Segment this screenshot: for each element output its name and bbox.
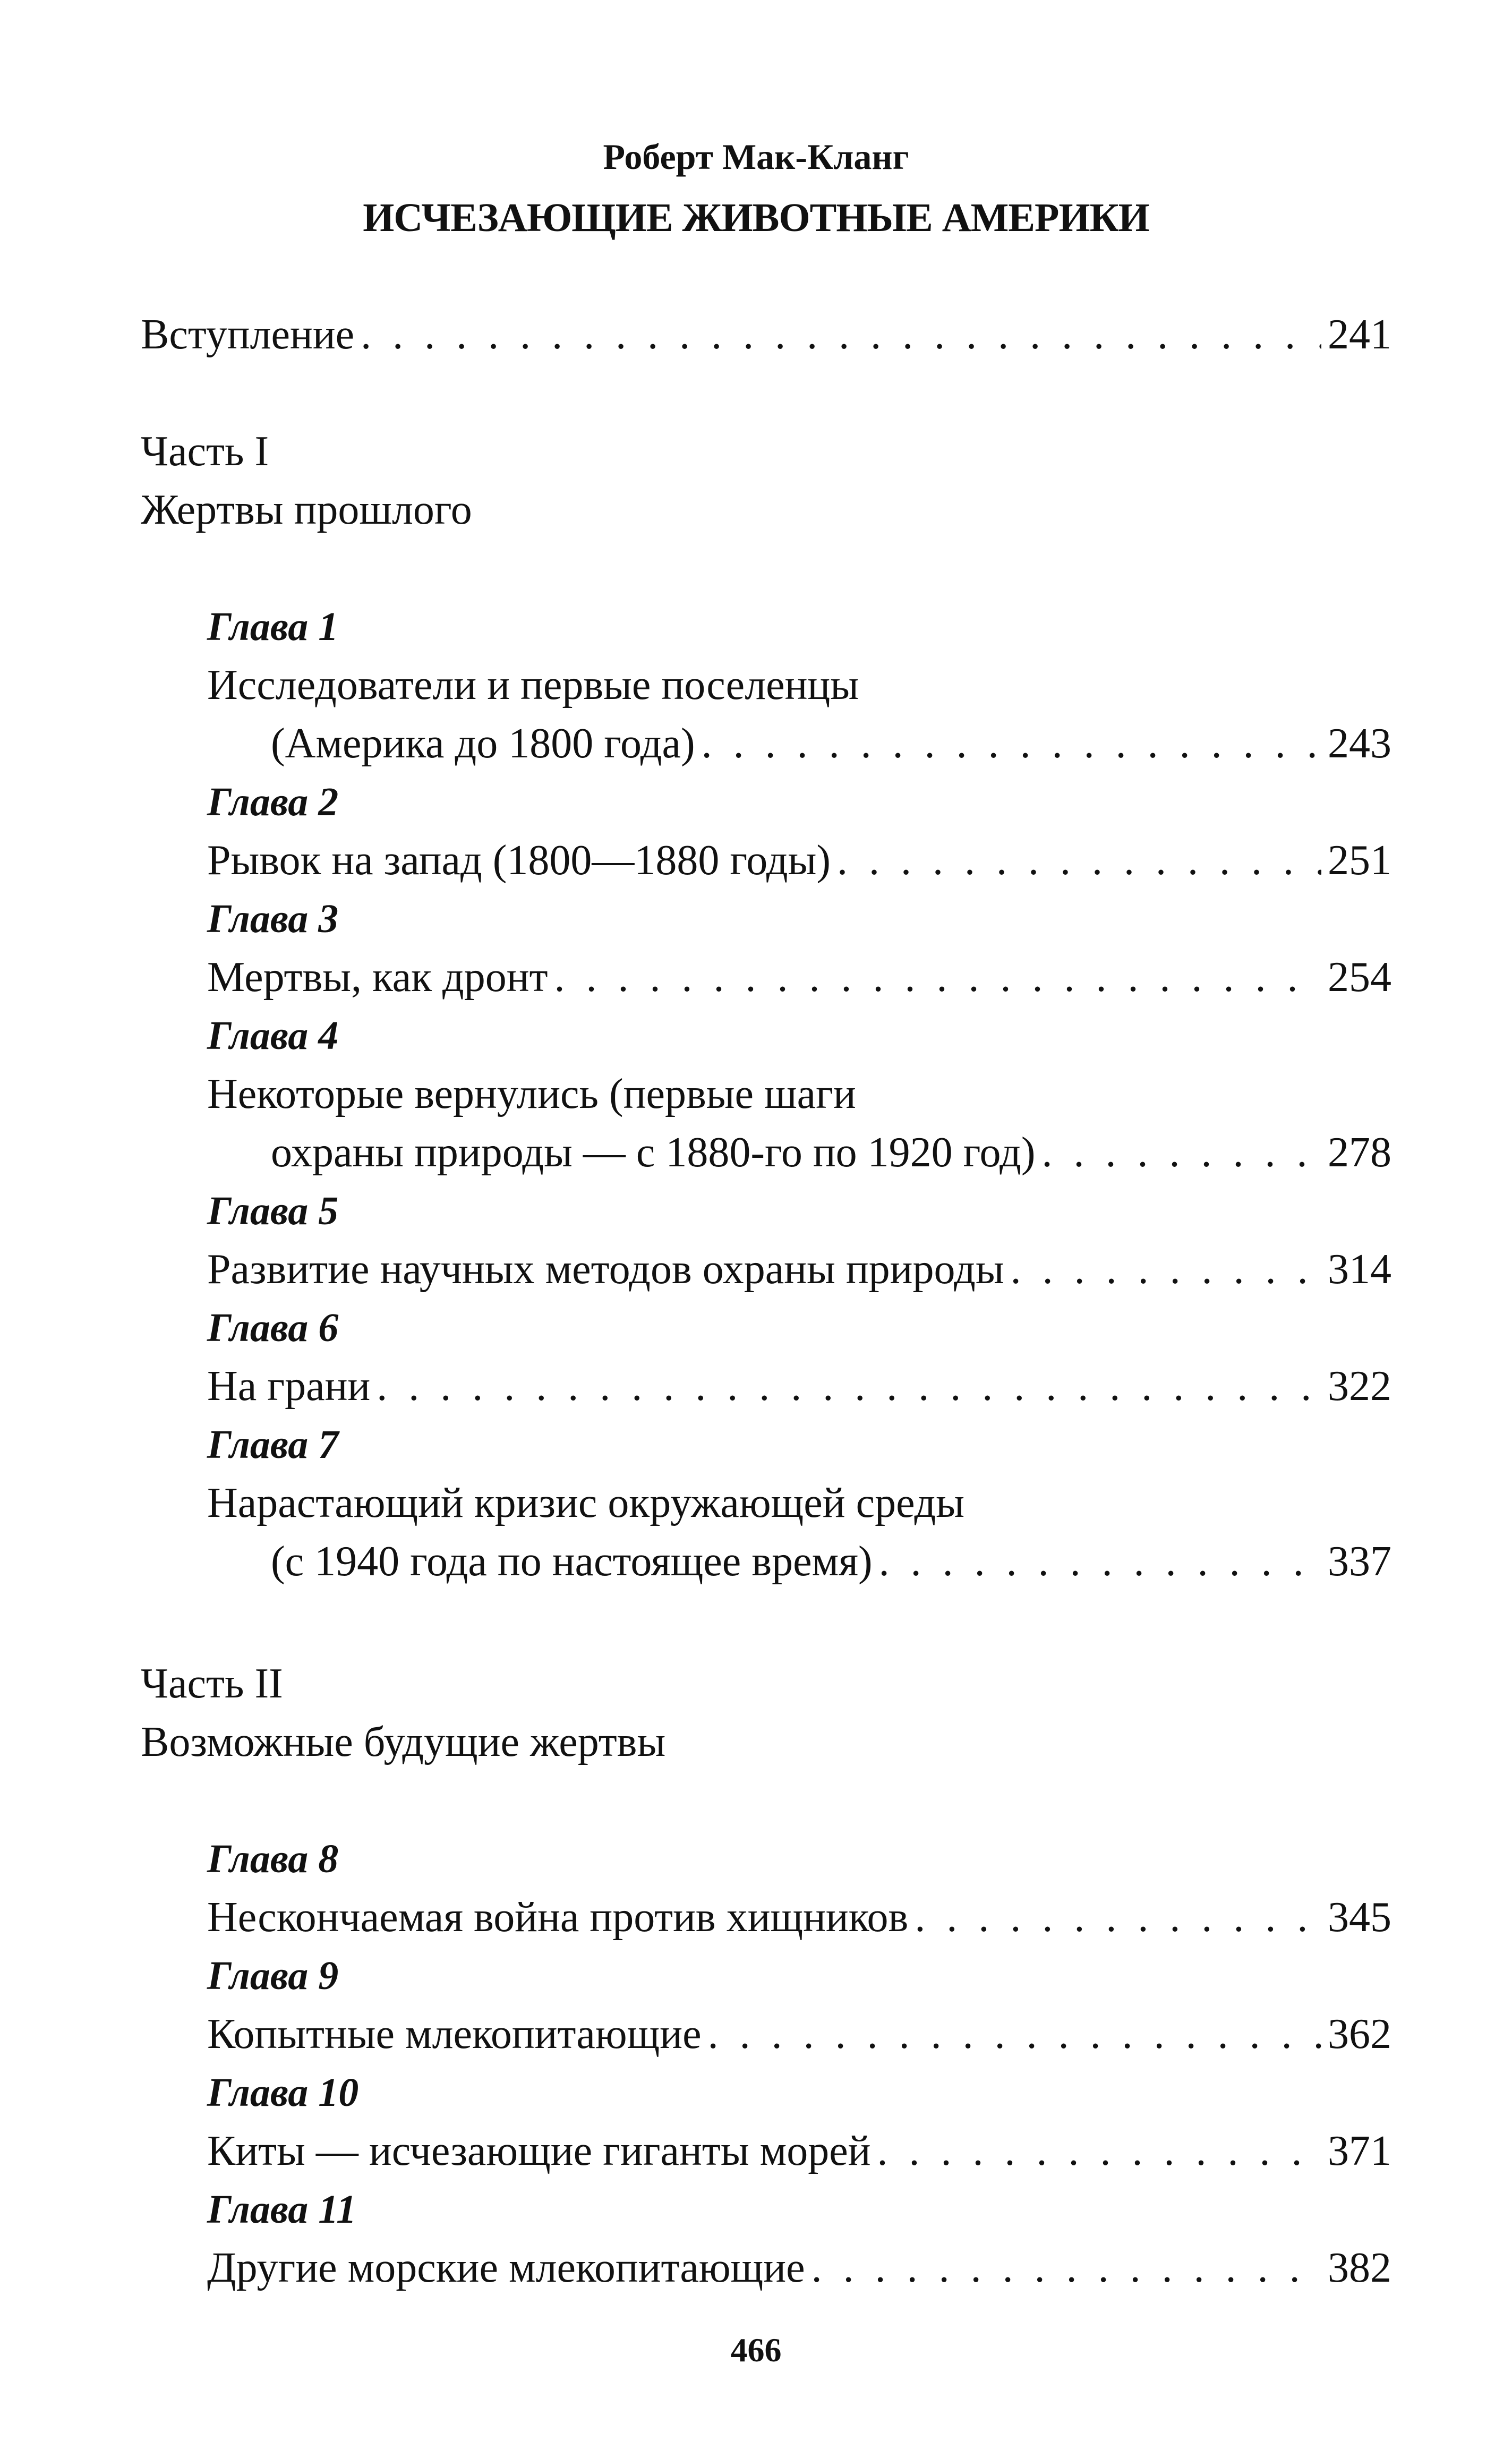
toc-page-number: 345 — [1328, 1894, 1391, 1941]
toc-entry-text: (с 1940 года по настоящее время) — [271, 1538, 873, 1585]
toc-entry-text: Нескончаемая война против хищников — [207, 1894, 909, 1941]
toc-entry-chapter-2[interactable] — [207, 834, 1391, 887]
toc-entry-text: Копытные млекопитающие — [207, 2011, 702, 2058]
toc-page-number: 254 — [1328, 954, 1391, 1001]
toc-entry-chapter-4[interactable] — [271, 1126, 1391, 1179]
toc-entry-text: охраны природы — с 1880-го по 1920 год) — [271, 1129, 1036, 1176]
dot-leader — [377, 1360, 1321, 1413]
toc-entry-text: Развитие научных методов охраны природы — [207, 1246, 1004, 1293]
part-title: Возможные будущие жертвы — [141, 1719, 666, 1765]
toc-entry-chapter-11[interactable] — [207, 2241, 1391, 2294]
toc-page-number: 278 — [1328, 1129, 1391, 1176]
toc-entry-text: Нарастающий кризис окружающей среды — [207, 1480, 964, 1526]
chapter-label: Глава 11 — [207, 2187, 357, 2232]
toc-page-number: 314 — [1328, 1246, 1391, 1293]
dot-leader — [708, 2008, 1321, 2061]
chapter-label: Глава 7 — [207, 1422, 339, 1467]
toc-page-number: 241 — [1328, 311, 1391, 358]
toc-entry-chapter-3[interactable] — [207, 951, 1391, 1004]
toc-page-number: 337 — [1328, 1538, 1391, 1585]
toc-page-number: 362 — [1328, 2011, 1391, 2058]
toc-entry-text: Другие морские млекопитающие — [207, 2244, 805, 2291]
chapter-label: Глава 1 — [207, 604, 339, 649]
toc-entry-chapter-1[interactable] — [271, 717, 1391, 770]
chapter-label: Глава 2 — [207, 780, 339, 824]
toc-entry-chapter-8[interactable] — [207, 1891, 1391, 1944]
author-name: Роберт Мак-Кланг — [603, 136, 909, 177]
page-number: 466 — [730, 2331, 782, 2369]
book-title: ИСЧЕЗАЮЩИЕ ЖИВОТНЫЕ АМЕРИКИ — [363, 195, 1149, 240]
chapter-label: Глава 4 — [207, 1013, 339, 1058]
toc-entry-chapter-9[interactable] — [207, 2008, 1391, 2061]
chapter-label: Глава 5 — [207, 1189, 339, 1233]
toc-entry-text: Исследователи и первые поселенцы — [207, 662, 859, 709]
dot-leader — [879, 1535, 1321, 1588]
dot-leader — [877, 2124, 1321, 2178]
dot-leader — [811, 2241, 1321, 2294]
part-title: Жертвы прошлого — [141, 487, 472, 533]
toc-entry-text: Мертвы, как дронт — [207, 954, 548, 1001]
dot-leader — [554, 951, 1321, 1004]
dot-leader — [1042, 1126, 1322, 1179]
dot-leader — [1011, 1243, 1321, 1296]
toc-entry-text: Некоторые вернулись (первые шаги — [207, 1071, 856, 1117]
toc-entry-intro[interactable] — [141, 308, 1391, 361]
chapter-label: Глава 9 — [207, 1953, 339, 1998]
chapter-label: Глава 3 — [207, 897, 339, 941]
toc-page-number: 243 — [1328, 720, 1391, 767]
toc-entry-chapter-5[interactable] — [207, 1243, 1391, 1296]
part-label: Часть I — [141, 428, 269, 475]
toc-page-number: 322 — [1328, 1363, 1391, 1410]
chapter-label: Глава 6 — [207, 1305, 339, 1350]
dot-leader — [361, 308, 1321, 361]
toc-page-number: 251 — [1328, 837, 1391, 884]
toc-entry-chapter-6[interactable] — [207, 1360, 1391, 1413]
dot-leader — [837, 834, 1321, 887]
toc-entry-text: Рывок на запад (1800—1880 годы) — [207, 837, 831, 884]
toc-page-number: 371 — [1328, 2128, 1391, 2174]
dot-leader — [915, 1891, 1321, 1944]
toc-entry-text: Вступление — [141, 311, 355, 358]
toc-entry-text: На грани — [207, 1363, 371, 1410]
toc-page-number: 382 — [1328, 2244, 1391, 2291]
chapter-label: Глава 8 — [207, 1837, 339, 1881]
chapter-label: Глава 10 — [207, 2070, 359, 2115]
toc-entry-chapter-10[interactable] — [207, 2124, 1391, 2178]
toc-entry-chapter-7[interactable] — [271, 1535, 1391, 1588]
part-label: Часть II — [141, 1660, 283, 1707]
toc-entry-text: (Америка до 1800 года) — [271, 720, 695, 767]
dot-leader — [702, 717, 1321, 770]
toc-entry-text: Киты — исчезающие гиганты морей — [207, 2128, 871, 2174]
